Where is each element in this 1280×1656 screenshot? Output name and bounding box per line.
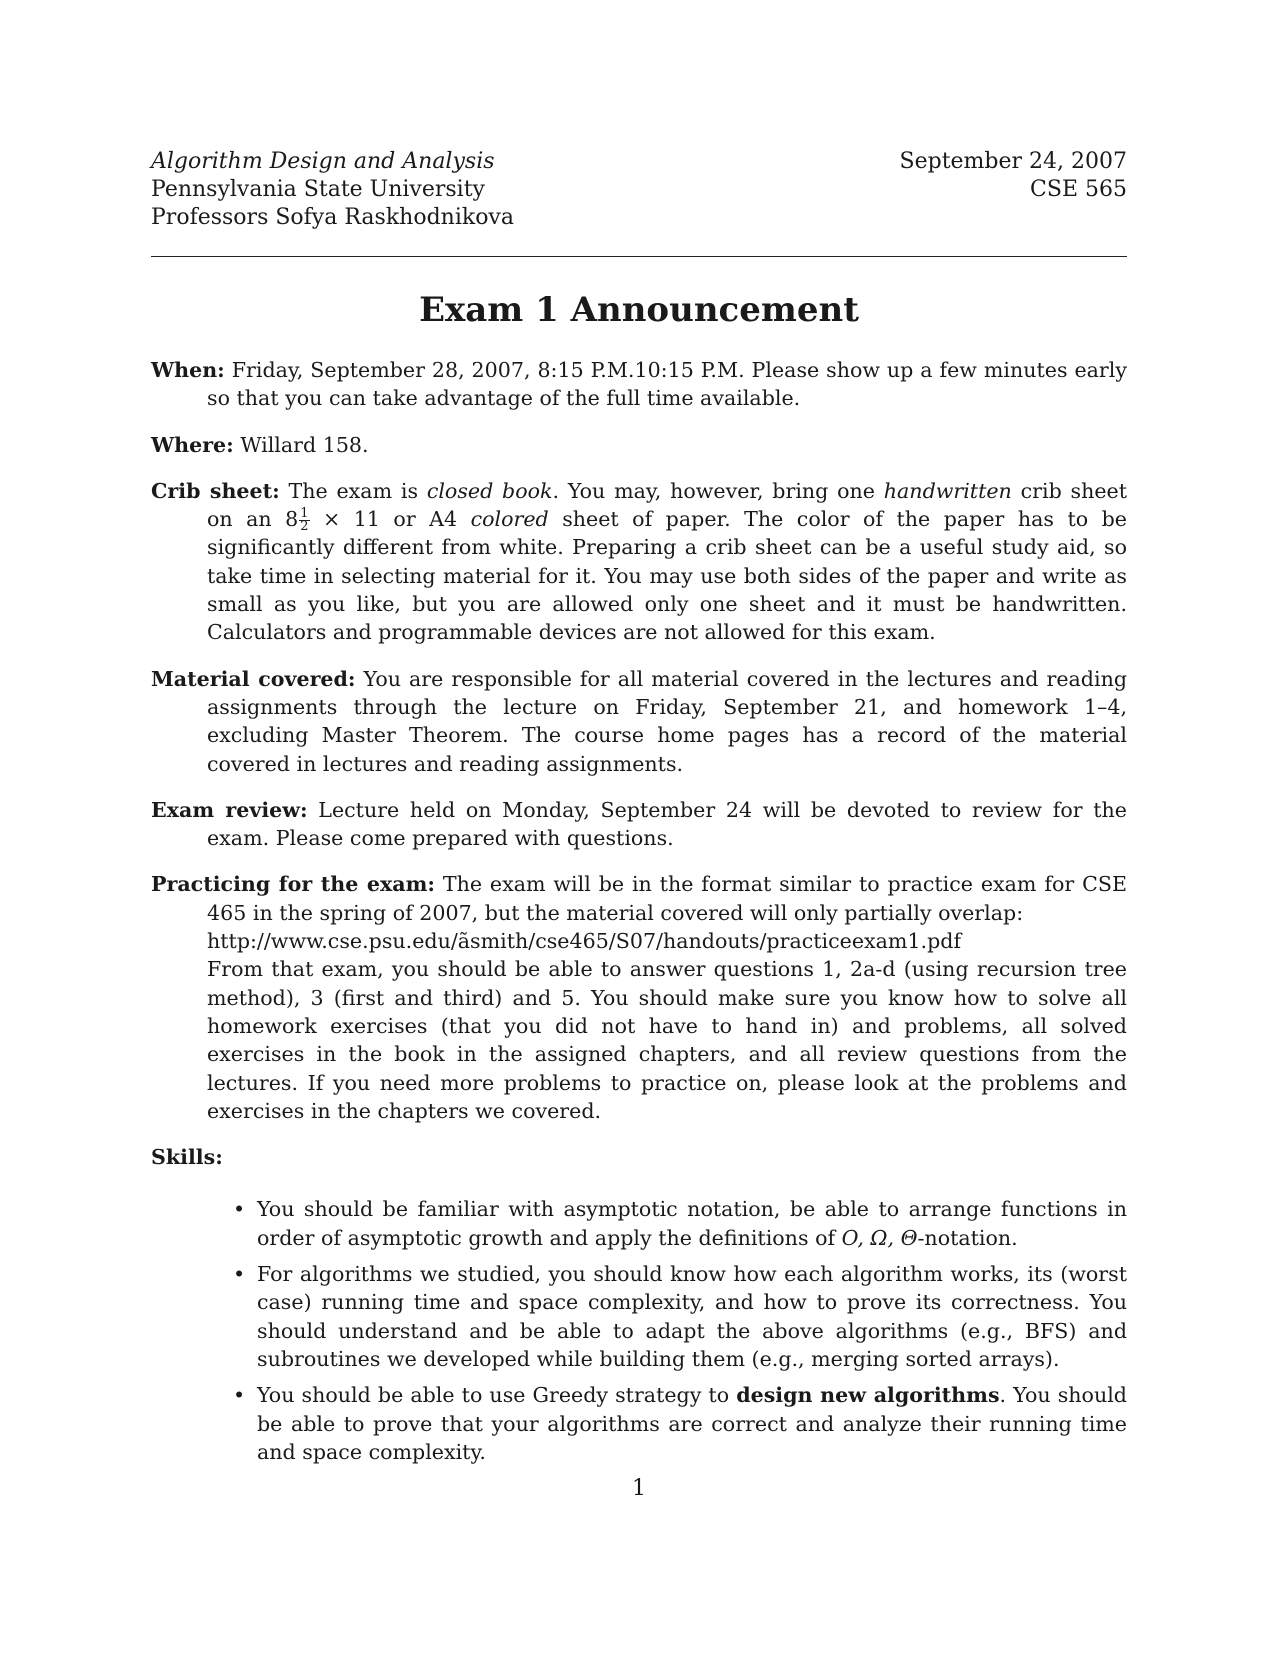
material-section: [151, 665, 1127, 778]
document-date: September 24, 2007: [899, 149, 1127, 174]
skill-2-text: For algorithms we studied, you should know how each algorithm works, its (worst case) running time and space complexity, and how to prove its correctness. You should understand and be able to adapt the above algorithms (e.g., BFS) and subroutines we developed while building them (e.g., merging sorted arrays).: [257, 1262, 1127, 1371]
crib-colored: colored: [470, 507, 549, 532]
bullet-icon: •: [233, 1262, 246, 1287]
list-item: [233, 1195, 1127, 1252]
review-section: [151, 796, 1127, 853]
skill-3-text: You should be able to use Greedy strategy to: [257, 1383, 737, 1408]
material-label: Material covered:: [151, 666, 356, 691]
frac-whole: 8: [285, 507, 299, 532]
skill-1-text: You should be familiar with asymptotic notation, be able to arrange functions in order of asymptotic growth and apply the definitions of: [257, 1197, 1127, 1250]
crib-text-2: . You may, however, bring one: [552, 478, 884, 503]
crib-closed-book: closed book: [426, 478, 553, 503]
skill-1-suffix: -notation.: [917, 1225, 1018, 1250]
list-item: [233, 1381, 1127, 1466]
frac-denominator: 2: [300, 519, 309, 535]
announcement-body: [151, 356, 1127, 1474]
list-item: [233, 1260, 1127, 1373]
paper-size: [285, 506, 309, 535]
where-text: Willard 158.: [240, 432, 369, 457]
practice-text-1: The exam will be in the format similar to practice exam for CSE 465 in the spring of 2007, but the material covered will only partially overlap:: [207, 872, 1127, 925]
when-text: Friday, September 28, 2007, 8:15 P.M.10:15 P.M. Please show up a few minutes early so that you can take advantage of the full time available.: [207, 358, 1127, 411]
practice-label: Practicing for the exam:: [151, 872, 435, 897]
material-text: You are responsible for all material covered in the lectures and reading assignments through the lecture on Friday, September 21, and homework 1–4, excluding Master Theorem. The course home pages has a record of the material covered in lectures and reading assignments.: [207, 666, 1128, 776]
course-code: CSE 565: [1030, 177, 1127, 202]
course-name: Algorithm Design and Analysis: [151, 149, 495, 174]
review-text: Lecture held on Monday, September 24 will be devoted to review for the exam. Please come prepared with questions.: [207, 797, 1127, 851]
practice-text-2: From that exam, you should be able to answer questions 1, 2a-d (using recursion tree method), 3 (first and third) and 5. You should make sure you know how to solve all homework exercises (that you did not have to hand in) and problems, all solved exercises in the book in the assigned chapters, and all review questions from the lectures. If you need more problems to practice on, please look at the problems and exercises in the chapters we covered.: [207, 957, 1127, 1123]
skill-3-bold: design new algorithms: [736, 1383, 1000, 1408]
crib-sheet-section: [151, 477, 1127, 647]
page-number: 1: [632, 1476, 646, 1501]
bullet-icon: •: [233, 1383, 246, 1408]
where-section: [151, 431, 1127, 459]
skill-3-suffix: . You should be able to prove that your algorithms are correct and analyze their running time and space complexity.: [257, 1383, 1127, 1464]
frac-numerator: 1: [300, 506, 309, 522]
crib-text-1: The exam is: [288, 478, 427, 503]
crib-label: Crib sheet:: [151, 478, 280, 503]
skill-1-math: O, Ω, Θ: [841, 1225, 918, 1250]
crib-handwritten: handwritten: [883, 478, 1012, 503]
skills-list: [151, 1195, 1127, 1466]
university-name: Pennsylvania State University: [151, 177, 485, 202]
review-label: Exam review:: [151, 797, 308, 822]
crib-text-4: × 11 or A4: [309, 507, 471, 532]
where-label: Where:: [151, 432, 234, 457]
when-label: When:: [151, 358, 225, 382]
crib-text-3: crib sheet on an: [207, 478, 1128, 532]
page-title: Exam 1 Announcement: [419, 290, 859, 330]
professor-name: Professors Sofya Raskhodnikova: [151, 205, 514, 230]
when-section: [151, 356, 1127, 413]
skills-label: Skills:: [151, 1145, 223, 1170]
bullet-icon: •: [233, 1197, 246, 1222]
header-left: [151, 148, 514, 232]
header-divider: [151, 256, 1127, 257]
crib-text-5: sheet of paper. The color of the paper has to be significantly different from white. Preparing a crib sheet can be a useful study aid, so take time in selecting material for it. You may use both sides of the paper and write as small as you like, but you are allowed only one sheet and it must be handwritten. Calculators and programmable devices are not allowed for this exam.: [207, 507, 1127, 645]
practice-exam-link[interactable]: http://www.cse.psu.edu/ãsmith/cse465/S07/handouts/practiceexam1.pdf: [207, 929, 962, 954]
header-right: [900, 148, 1127, 204]
practice-section: [151, 870, 1127, 1125]
fraction: [299, 508, 309, 533]
